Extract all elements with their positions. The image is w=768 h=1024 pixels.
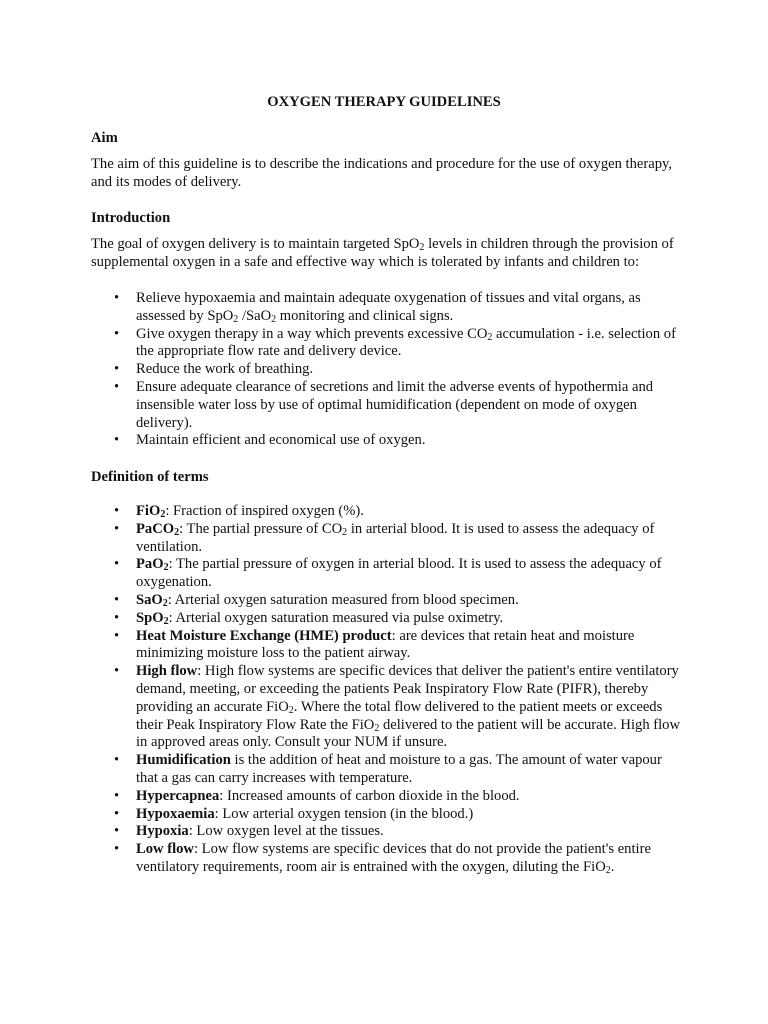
aim-paragraph: The aim of this guideline is to describe the indications and procedure for the use of oxygen therapy, and its modes of delivery. [91,156,673,190]
term-humidification: Humidification [136,752,231,769]
introduction-heading: Introduction [91,210,171,226]
term-low-flow: Low flow [136,841,194,858]
term-hme: Heat Moisture Exchange (HME) product [136,627,392,644]
list-item: • Humidification is the addition of heat and moisture to a gas. The amount of water vapour that a gas can carry increases with temperature. [91,752,683,788]
term-pao2: PaO$_2$ [136,556,169,574]
list-item: • PaO$_2$: The partial pressure of oxygen in arterial blood. It is used to assess the adequacy of oxygenation. [91,556,683,592]
list-item: • Give oxygen therapy in a way which prevents excessive $CO_2$ accumulation - i.e. selection of the appropriate flow rate and delivery device. [91,326,683,362]
list-item: • PaCO$_2$: The partial pressure of $CO_2$ in arterial blood. It is used to assess the adequacy of ventilation. [91,521,683,557]
introduction-goals-list [91,290,683,450]
list-item: • Low flow: Low flow systems are specific devices that do not provide the patient's entire ventilatory requirements, room air is entrained with the oxygen, diluting the FiO$_2$. [91,841,683,877]
list-item: • Hypercapnea: Increased amounts of carbon dioxide in the blood. [91,788,683,806]
aim-heading: Aim [91,130,118,146]
term-high-flow: High flow [136,663,198,680]
list-item: • SaO$_2$: Arterial oxygen saturation measured from blood specimen. [91,592,683,610]
list-item: • SpO$_2$: Arterial oxygen saturation measured via pulse oximetry. [91,610,683,628]
list-item: • FiO$_2$: Fraction of inspired oxygen (%). [91,503,683,521]
term-hypoxia: Hypoxia [136,823,189,840]
definitions-heading: Definition of terms [91,469,209,485]
introduction-paragraph: The goal of oxygen delivery is to maintain targeted SpO$_2$ levels in children through the provision of supplemental oxygen in a safe and effective way which is tolerated by infants and children to: [91,236,674,270]
term-hypoxaemia: Hypoxaemia [136,805,215,822]
list-item: • Hypoxaemia: Low arterial oxygen tension (in the blood.) [91,806,683,824]
term-hypercapnea: Hypercapnea [136,787,220,804]
definitions-list [91,503,683,877]
list-item: • High flow: High flow systems are specific devices that deliver the patient's entire ventilatory demand, meeting, or exceeding the patients Peak Inspiratory Flow Rate (PIFR), thereby providing an accurate FiO$_2$. Where the total flow delivered to the patient meets or exceeds their Peak Inspiratory Flow Rate the FiO$_2$ delivered to the patient will be accurate. High flow in approved areas only. Consult your NUM if unsure. [91,663,683,752]
list-item: • Reduce the work of breathing. [91,361,683,379]
list-item: • Relieve hypoxaemia and maintain adequate oxygenation of tissues and vital organs, as assessed by SpO$_2$ /SaO$_2$ monitoring and clinical signs. [91,290,683,326]
list-item: • Hypoxia: Low oxygen level at the tissues. [91,823,683,841]
list-item: • Ensure adequate clearance of secretions and limit the adverse events of hypothermia and insensible water loss by use of optimal humidification (dependent on mode of oxygen delivery). [91,379,683,432]
term-spo2: SpO$_2$ [136,609,169,627]
term-fio2: FiO$_2$ [136,503,166,520]
list-item: • Maintain efficient and economical use of oxygen. [91,432,683,450]
list-item: • Heat Moisture Exchange (HME) product: are devices that retain heat and moisture minimizing moisture loss to the patient airway. [91,628,683,664]
term-paco2: PaCO$_2$ [136,520,180,538]
term-sao2: SaO$_2$ [136,591,168,609]
page-title: OXYGEN THERAPY GUIDELINES [267,94,501,110]
